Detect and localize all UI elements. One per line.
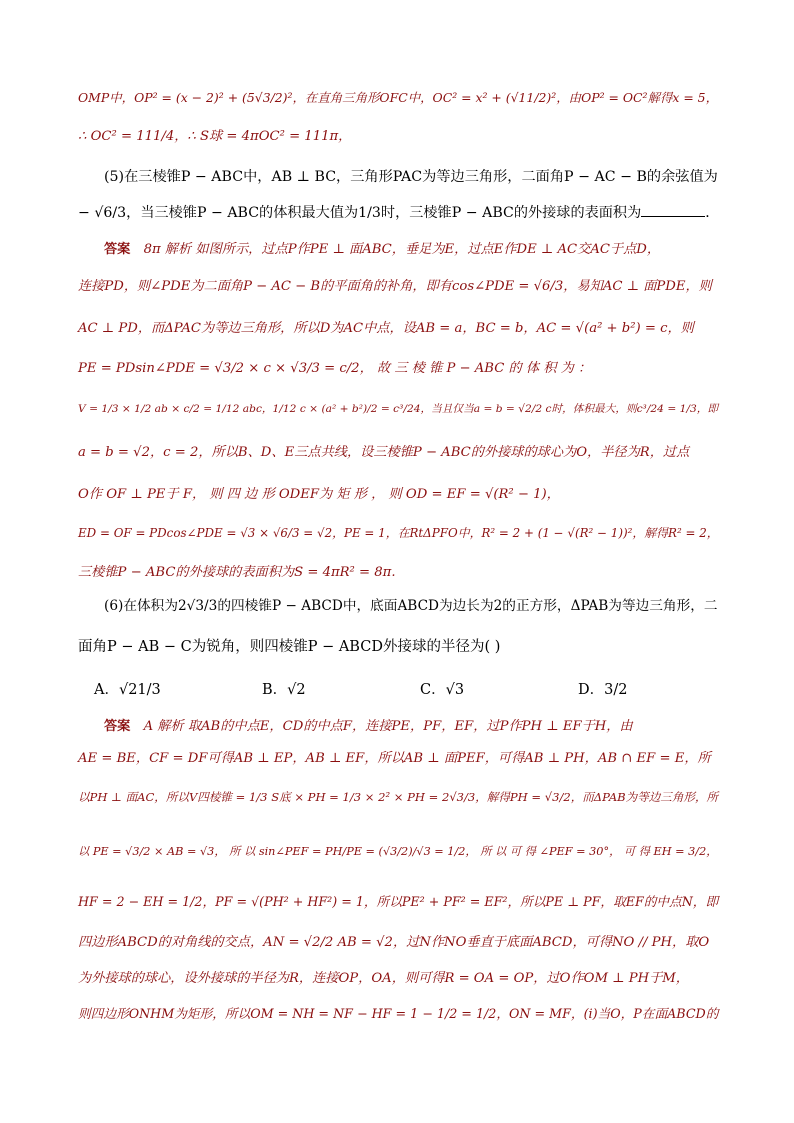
question-6-line: 面角P − AB − C为锐角，则四棱锥P − ABCD外接球的半径为( ) <box>78 639 501 655</box>
solution-text: 8π 解析 如图所示，过点P作PE ⊥ 面ABC，垂足为E，过点E作DE ⊥ AC交AC于点D， <box>143 242 661 257</box>
solution-line: V = 1/3 × 1/2 ab × c/2 = 1/12 abc，1/12 c × (a² + b²)/2 = c³/24，当且仅当a = b = √2/2 c时，体积最大，则c³/24 = 1/3，即 <box>78 402 719 415</box>
solution-line <box>104 720 718 733</box>
option-a: A．√21/3 <box>94 682 161 698</box>
solution-line: 以 PE = √3/2 × AB = √3， 所 以 sin∠PEF = PH/PE = (√3/2)/√3 = 1/2， 所 以 可 得 ∠PEF = 30°， 可 得 EH = 3/2， <box>78 845 718 858</box>
option-d: D．3/2 <box>578 682 628 698</box>
question-5-line: − √6/3，当三棱锥P − ABC的体积最大值为1/3时，三棱锥P − ABC的外接球的表面积为 ． <box>78 205 720 221</box>
solution-line: a = b = √2，c = 2，所以B、D、E三点共线，设三棱锥P − ABC的外接球的球心为O，半径为R，过点 <box>78 445 690 460</box>
solution-line: AC ⊥ PD，而ΔPAC为等边三角形，所以D为AC中点，设AB = a，BC = b，AC = √(a² + b²) = c，则 <box>78 321 694 336</box>
solution-line: 三棱锥P − ABC的外接球的表面积为S = 4πR² = 8π. <box>78 565 396 580</box>
question-5-line: (5)在三棱锥P − ABC中，AB ⊥ BC，三角形PAC为等边三角形，二面角P − AC − B的余弦值为 <box>104 169 718 185</box>
solution-line <box>104 243 718 256</box>
solution-line: AE = BE，CF = DF可得AB ⊥ EP，AB ⊥ EF，所以AB ⊥ 面PEF，可得AB ⊥ PH，AB ∩ EF = E，所 <box>78 751 711 766</box>
solution-line: ED = OF = PDcos∠PDE = √3 × √6/3 = √2，PE = 1，在RtΔPFO中，R² = 2 + (1 − √(R² − 1))²，解得R² = 2， <box>78 526 719 540</box>
solution-line: PE = PDsin∠PDE = √3/2 × c × √3/3 = c/2， 故 三 棱 锥 P − ABC 的 体 积 为 ： <box>78 361 592 376</box>
solution-text: A 解析 取AB的中点E，CD的中点F，连接PE，PF，EF，过P作PH ⊥ EF于H，由 <box>143 719 633 734</box>
answer-tag: 答案 <box>104 719 131 734</box>
option-c: C．√3 <box>420 682 465 698</box>
solution-line: ∴ OC² = 111/4，∴ S球 = 4πOC² = 111π， <box>78 129 352 144</box>
solution-line: 以PH ⊥ 面AC，所以V四棱锥 = 1/3 S底 × PH = 1/3 × 2² × PH = 2√3/3，解得PH = √3/2，而ΔPAB为等边三角形，所 <box>78 790 719 804</box>
solution-line: OMP中，OP² = (x − 2)² + (5√3/2)²，在直角三角形OFC中，OC² = x² + (√11/2)²，由OP² = OC²解得x = 5， <box>78 90 718 105</box>
solution-line: 为外接球的球心，设外接球的半径为R，连接OP，OA，则可得R = OA = OP，过O作OM ⊥ PH于M， <box>78 971 689 986</box>
question-6-line: (6)在体积为2√3/3的四棱锥P − ABCD中，底面ABCD为边长为2的正方形，ΔPAB为等边三角形，二 <box>104 598 718 614</box>
answer-blank <box>641 206 705 217</box>
solution-line: 四边形ABCD的对角线的交点，AN = √2/2 AB = √2，过N作NO垂直于底面ABCD，可得NO // PH，取O <box>78 935 710 950</box>
answer-tag: 答案 <box>104 242 131 257</box>
option-b: B．√2 <box>262 682 306 698</box>
solution-line: 则四边形ONHM为矩形，所以OM = NH = NF − HF = 1 − 1/2 = 1/2，ON = MF，(i)当O，P在面ABCD的 <box>78 1006 719 1021</box>
solution-line: O作 OF ⊥ PE于 F， 则 四 边 形 ODEF为 矩 形 ， 则 OD = EF = √(R² − 1)， <box>78 487 560 502</box>
question-5-text: − √6/3，当三棱锥P − ABC的体积最大值为1/3时，三棱锥P − ABC的外接球的表面积为 <box>78 205 642 221</box>
solution-line: 连接PD，则∠PDE为二面角P − AC − B的平面角的补角，即有cos∠PDE = √6/3，易知AC ⊥ 面PDE，则 <box>78 279 712 294</box>
solution-line: HF = 2 − EH = 1/2，PF = √(PH² + HF²) = 1，所以PE² + PF² = EF²，所以PE ⊥ PF，取EF的中点N，即 <box>78 894 719 909</box>
